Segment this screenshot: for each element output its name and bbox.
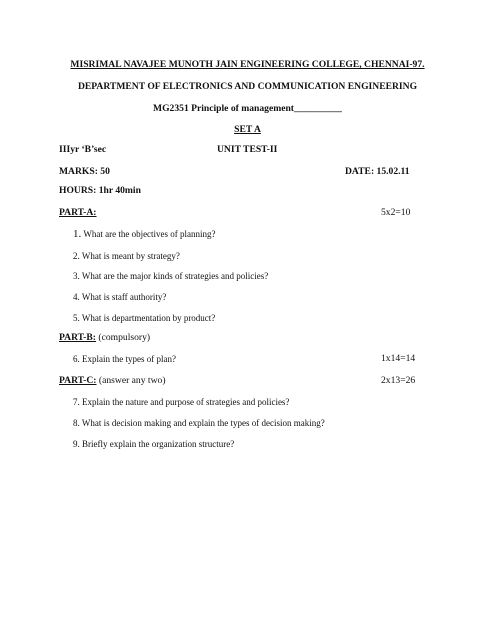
question-number: 3. bbox=[73, 271, 80, 281]
question-text: What is departmentation by product? bbox=[81, 313, 216, 323]
question-7 bbox=[73, 396, 289, 408]
question-number: 8. bbox=[73, 418, 80, 428]
question-text: What is meant by strategy? bbox=[81, 251, 180, 261]
test-title: UNIT TEST-II bbox=[217, 144, 278, 155]
question-4 bbox=[73, 291, 166, 303]
subject-line bbox=[0, 103, 495, 115]
question-text: Explain the types of plan? bbox=[82, 354, 176, 364]
subject-blank: __________ bbox=[293, 103, 342, 114]
subject-title: MG2351 Principle of management bbox=[153, 103, 294, 114]
question-number: 6. bbox=[73, 354, 80, 364]
question-9 bbox=[73, 438, 234, 450]
part-a-title: PART-A: bbox=[59, 207, 97, 218]
question-5 bbox=[73, 312, 215, 324]
question-2 bbox=[73, 250, 180, 262]
part-b-note: (compulsory) bbox=[95, 332, 151, 343]
date-label: DATE: 15.02.11 bbox=[345, 166, 410, 177]
question-1 bbox=[73, 228, 216, 240]
class-label: IIIyr ‘B’sec bbox=[59, 144, 107, 155]
hours-label: HOURS: 1hr 40min bbox=[59, 185, 141, 196]
set-label: SET A bbox=[234, 124, 261, 135]
part-c-marks: 2x13=26 bbox=[381, 375, 416, 386]
question-6 bbox=[73, 353, 176, 365]
question-number: 1. bbox=[73, 228, 82, 240]
question-text: Explain the nature and purpose of strategies and policies? bbox=[82, 397, 290, 407]
question-text: What are the major kinds of strategies and policies? bbox=[81, 271, 269, 281]
question-number: 4. bbox=[73, 292, 80, 302]
marks-label: MARKS: 50 bbox=[59, 166, 110, 177]
question-number: 9. bbox=[73, 439, 80, 449]
question-3 bbox=[73, 270, 268, 282]
college-name: MISRIMAL NAVAJEE MUNOTH JAIN ENGINEERING COLLEGE, CHENNAI-97. bbox=[70, 59, 425, 70]
part-c-note: (answer any two) bbox=[96, 375, 166, 386]
question-number: 2. bbox=[73, 251, 80, 261]
part-a-marks: 5x2=10 bbox=[381, 207, 411, 218]
part-b-marks: 1x14=14 bbox=[381, 353, 416, 364]
question-text: What is staff authority? bbox=[81, 292, 167, 302]
part-c-heading bbox=[59, 375, 166, 387]
part-b-heading bbox=[59, 332, 150, 344]
question-8 bbox=[73, 417, 325, 429]
question-text: Briefly explain the organization structure? bbox=[82, 439, 235, 449]
question-text: What are the objectives of planning? bbox=[83, 229, 216, 239]
question-text: What is decision making and explain the types of decision making? bbox=[81, 418, 325, 428]
part-c-title: PART-C: bbox=[59, 375, 97, 386]
part-b-title: PART-B: bbox=[59, 332, 96, 343]
department-name: DEPARTMENT OF ELECTRONICS AND COMMUNICATION ENGINEERING bbox=[77, 81, 418, 92]
question-number: 7. bbox=[73, 397, 80, 407]
question-number: 5. bbox=[73, 313, 80, 323]
